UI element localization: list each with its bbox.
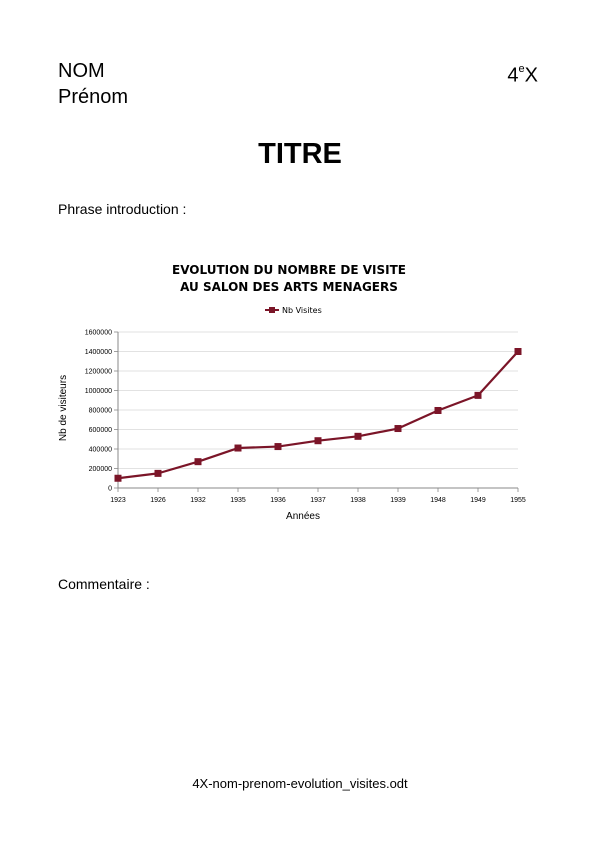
chart-title-line-1: EVOLUTION DU NOMBRE DE VISITE (172, 263, 406, 277)
y-tick-label: 200000 (88, 466, 112, 473)
x-tick-label: 1955 (510, 497, 526, 504)
x-tick-label: 1926 (150, 497, 166, 504)
x-tick-label: 1936 (270, 497, 286, 504)
x-tick-label: 1937 (310, 497, 326, 504)
class-superscript: e (518, 63, 525, 75)
legend-label: Nb Visites (282, 306, 322, 315)
legend-marker (269, 307, 275, 313)
chart-legend (265, 306, 322, 315)
series-nb-visites (115, 348, 522, 482)
x-tick-label: 1935 (230, 497, 246, 504)
data-point (155, 470, 162, 477)
x-tick-label: 1948 (430, 497, 446, 504)
x-tick-label: 1949 (470, 497, 486, 504)
data-point (435, 407, 442, 414)
data-point (515, 348, 522, 355)
x-tick-label: 1939 (390, 497, 406, 504)
y-tick-label: 1400000 (84, 349, 112, 356)
page-title: TITRE (258, 138, 342, 170)
x-axis-ticks (108, 485, 526, 504)
data-point (275, 443, 282, 450)
data-point (235, 445, 242, 452)
x-axis-label: Années (286, 511, 320, 522)
class-letter: X (524, 64, 538, 87)
y-tick-label: 0 (108, 485, 112, 493)
document-filename: 4X-nom-prenom-evolution_visites.odt (192, 776, 408, 791)
x-tick-label: 1923 (110, 497, 126, 504)
x-tick-label: 1938 (350, 497, 366, 504)
student-first-name: Prénom (58, 86, 129, 108)
comment-prompt: Commentaire : (58, 576, 150, 592)
y-tick-label: 1200000 (84, 368, 112, 376)
visits-line-chart (50, 255, 540, 530)
data-point (115, 475, 122, 482)
class-number: 4 (507, 64, 519, 87)
y-tick-label: 1000000 (84, 388, 112, 395)
data-point (395, 425, 402, 432)
data-point (475, 392, 482, 399)
series-line (118, 352, 518, 479)
data-point (315, 437, 322, 444)
y-tick-label: 1600000 (84, 329, 112, 337)
y-axis-ticks (85, 330, 118, 493)
y-tick-label: 800000 (88, 407, 112, 415)
chart-title-line-2: AU SALON DES ARTS MENAGERS (180, 280, 398, 294)
y-tick-label: 600000 (88, 427, 112, 434)
chart-gridlines (118, 332, 518, 488)
introduction-prompt: Phrase introduction : (58, 201, 187, 217)
student-last-name: NOM (58, 60, 105, 82)
y-axis-label: Nb de visiteurs (58, 374, 69, 442)
class-label (507, 59, 538, 88)
data-point (355, 433, 362, 440)
x-tick-label: 1932 (190, 497, 206, 504)
y-tick-label: 400000 (88, 446, 112, 454)
data-point (195, 458, 202, 465)
